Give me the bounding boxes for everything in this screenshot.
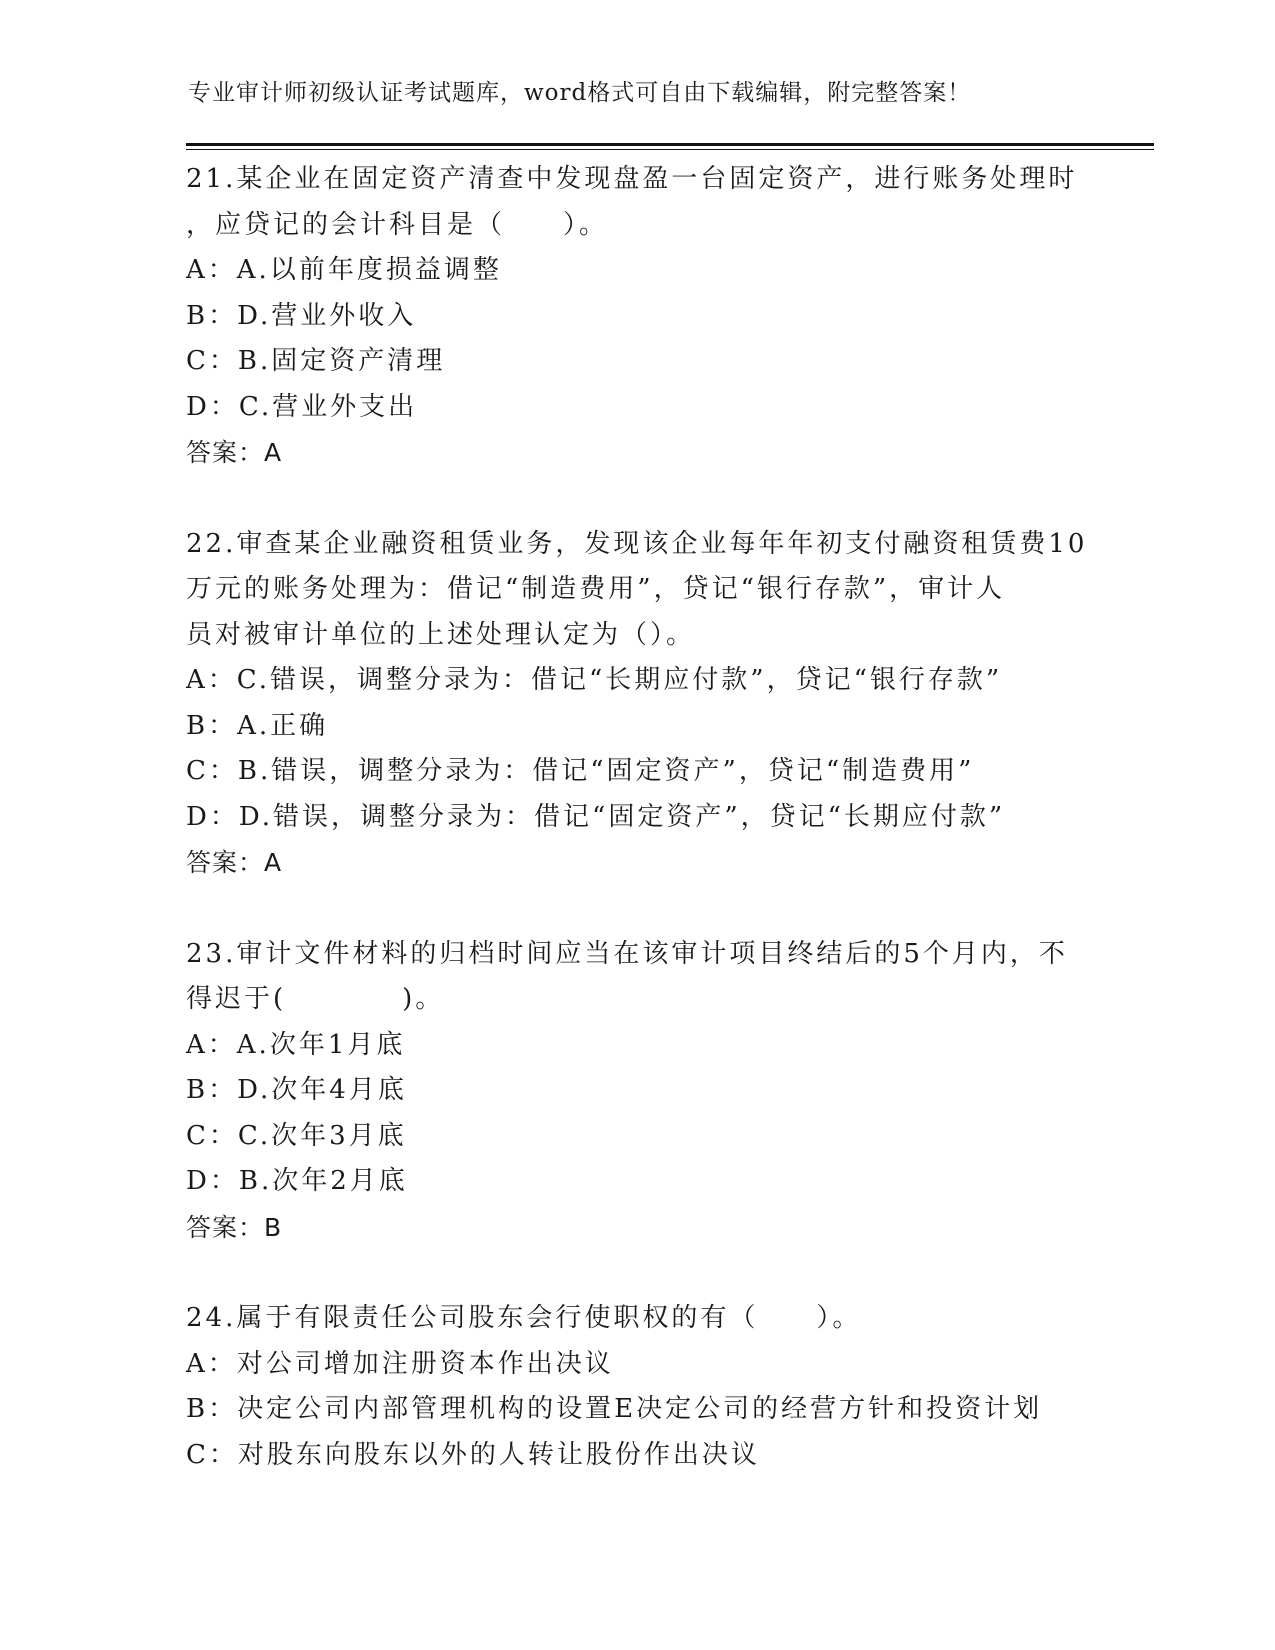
question-22 <box>186 522 1086 886</box>
page-header: 专业审计师初级认证考试题库，word格式可自由下载编辑，附完整答案！ <box>188 80 972 106</box>
header-rule-thin <box>186 149 1154 150</box>
question-24 <box>186 1296 1086 1478</box>
question-text-line: 21.某企业在固定资产清查中发现盘盈一台固定资产，进行账务处理时 <box>186 164 1078 194</box>
question-text-line: 22.审查某企业融资租赁业务，发现该企业每年年初支付融资租赁费10 <box>186 528 1088 559</box>
option-d: D：B.次年2月底 <box>186 1166 408 1196</box>
header-rule-thick <box>186 143 1154 146</box>
option-a: A：对公司增加注册资本作出决议 <box>186 1348 614 1379</box>
option-a: A：A.以前年度损益调整 <box>186 255 502 285</box>
question-text-line: 员对被审计单位的上述处理认定为（）。 <box>186 619 696 650</box>
option-d: D：D.错误，调整分录为：借记“固定资产”，贷记“长期应付款” <box>186 801 1006 832</box>
option-b: B：A.正确 <box>186 710 329 741</box>
option-c: C：B.固定资产清理 <box>186 346 446 376</box>
question-text-line: ，应贷记的会计科目是（ ）。 <box>186 209 609 240</box>
question-23 <box>186 932 1086 1251</box>
question-text-line: 23.审计文件材料的归档时间应当在该审计项目终结后的5个月内，不 <box>186 938 1068 969</box>
option-c: C：C.次年3月底 <box>186 1120 407 1151</box>
option-c: C：对股东向股东以外的人转让股份作出决议 <box>186 1439 760 1470</box>
question-text-line: 24.属于有限责任公司股东会行使职权的有（ ）。 <box>186 1303 862 1333</box>
question-21 <box>186 157 1086 476</box>
option-b: B：决定公司内部管理机构的设置E决定公司的经营方针和投资计划 <box>186 1394 1043 1424</box>
option-d: D：C.营业外支出 <box>186 391 418 422</box>
question-list <box>186 157 1086 1524</box>
answer-line: 答案：B <box>186 1212 283 1242</box>
option-a: A：A.次年1月底 <box>186 1029 406 1060</box>
option-c: C：B.错误，调整分录为：借记“固定资产”，贷记“制造费用” <box>186 756 975 786</box>
answer-line: 答案：A <box>186 848 283 877</box>
option-b: B：D.次年4月底 <box>186 1075 407 1105</box>
question-text-line: 万元的账务处理为：借记“制造费用”，贷记“银行存款”，审计人 <box>186 574 1006 604</box>
question-text-line: 得迟于( )。 <box>186 984 445 1014</box>
option-a: A：C.错误，调整分录为：借记“长期应付款”，贷记“银行存款” <box>186 665 1003 695</box>
option-b: B：D.营业外收入 <box>186 300 417 331</box>
answer-line: 答案：A <box>186 438 283 467</box>
